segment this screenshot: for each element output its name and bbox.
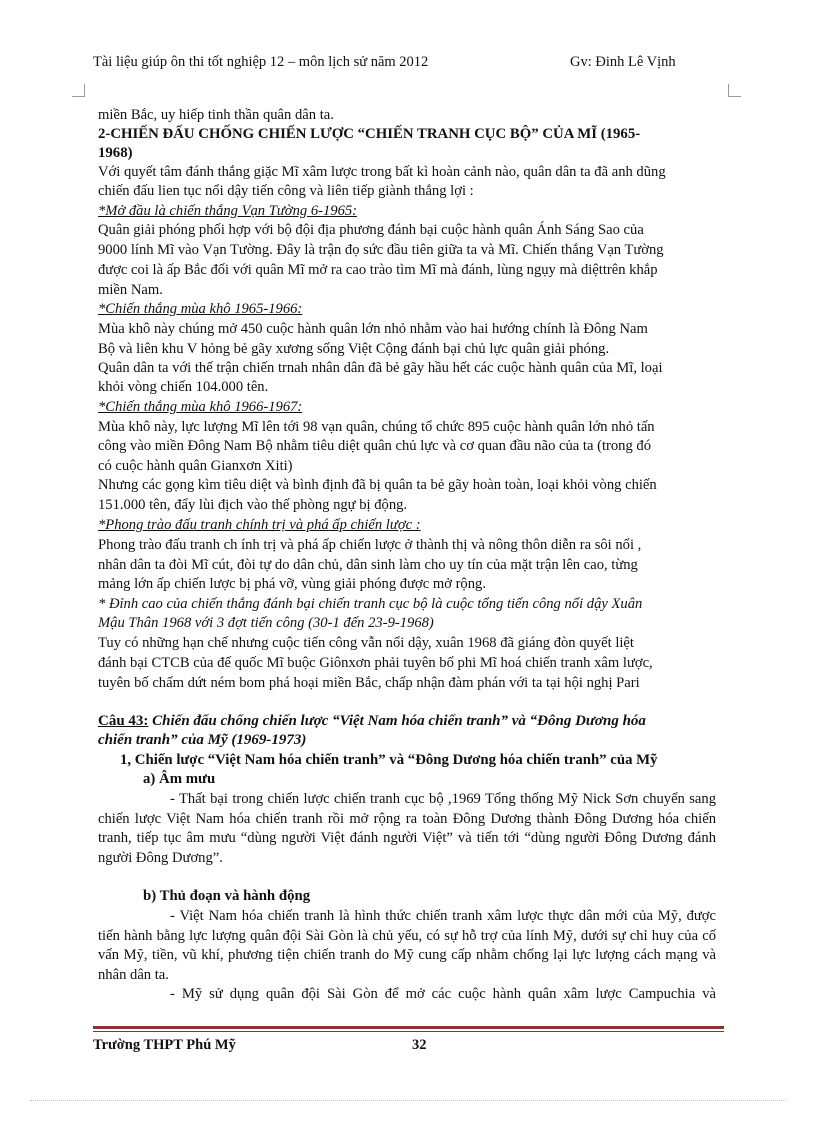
question-title-a: Chiến đấu chống chiến lược “Việt Nam hóa chiến tranh” và “Đông Dương hóa <box>148 713 646 729</box>
am-muu-paragraph: - Thất bại trong chiến lược chiến tranh cục bộ ,1969 Tổng thống Mỹ Nick Sơn chuyển sang chiến lược Việt Nam hóa chiến tranh rồi mở rộng ra toàn Đông Dương thành Đông Dương hóa chiến tranh, tiếp tục âm mưu “dùng người Việt đánh người Việt” và tiến tới “dùng người Đông Dương đánh người Đông Dương”. <box>98 791 716 866</box>
mua-kho-1966-line2: công vào miền Đông Nam Bộ nhằm tiêu diệt quân chủ lực và cơ quan đầu não của ta (trong đó <box>98 438 652 454</box>
thu-doan-paragraph2: - Mỹ sử dụng quân đội Sài Gòn để mở các cuộc hành quân xâm lược Campuchia và <box>170 986 716 1002</box>
subheading-phong-trao: *Phong trào đấu tranh chính trị và phá ấp chiến lược : <box>98 517 421 533</box>
question-43-title-line2: chiến tranh” của Mỹ (1969-1973) <box>98 732 307 748</box>
dinh-cao-heading-line1: * Đỉnh cao của chiến thắng đánh bại chiến tranh cục bộ là cuộc tổng tiến công nổi dậy Xuân <box>98 596 643 612</box>
intro-line2: chiến đấu lien tục nổi dậy tiến công và liên tiếp giành thắng lợi : <box>98 183 474 199</box>
mua-kho-1966-line3: có cuộc hành quân Gianxơn Xiti) <box>98 458 293 474</box>
question-label: Câu 43: <box>98 713 149 729</box>
phong-trao-line1: Phong trào đấu tranh ch ính trị và phá ấp chiến lược ở thành thị và nông thôn diễn ra sôi nổi , <box>98 537 642 553</box>
page-bottom-dotted-line <box>30 1100 786 1101</box>
thu-doan-heading: b) Thủ đoạn và hành động <box>143 888 311 904</box>
van-tuong-line3: được coi là ấp Bắc đối với quân Mĩ mở ra cao trào tìm Mĩ mà đánh, lùng ngụy mà diệttrên khắp <box>98 262 658 278</box>
mua-kho-1966-line5: 151.000 tên, đẩy lùi địch vào thế phòng ngự bị động. <box>98 497 408 513</box>
footer-rule-thick <box>93 1026 724 1029</box>
subheading-mua-kho-1965: *Chiến thắng mùa khô 1965-1966: <box>98 301 303 317</box>
section-heading-line2: 1968) <box>98 145 133 161</box>
am-muu-heading: a) Âm mưu <box>143 771 216 787</box>
phong-trao-line3: mảng lớn ấp chiến lược bị phá vỡ, vùng giải phóng được mở rộng. <box>98 576 486 592</box>
footer-school: Trường THPT Phú Mỹ <box>93 1037 236 1053</box>
dinh-cao-line1: Tuy có những hạn chế nhưng cuộc tiến công vẫn nổi dậy, xuân 1968 đã giáng đòn quyết liệt <box>98 635 634 651</box>
dinh-cao-line3: tuyên bố chấm dứt ném bom phá hoại miền Bắc, chấp nhận đàm phán với ta tại hội nghị Pari <box>98 675 640 691</box>
phong-trao-line2: nhân dân ta đòi Mĩ cút, đòi tự do dân chủ, dân sinh làm cho uy tín của mặt trận lên cao, từng <box>98 557 638 573</box>
section-heading-line1: 2-CHIẾN ĐẤU CHỐNG CHIẾN LƯỢC “CHIẾN TRANH CỤC BỘ” CỦA MĨ (1965- <box>98 126 641 142</box>
mua-kho-1965-line3: Quân dân ta với thế trận chiến trnah nhân dân đã bẻ gãy hầu hết các cuộc hành quân của Mĩ, loại <box>98 360 663 376</box>
mua-kho-1965-line2: Bộ và liên khu V hỏng bẻ gãy xương sống Việt Cộng đánh bại chủ lực quân giải phóng. <box>98 341 610 357</box>
header-author: Gv: Đinh Lê Vịnh <box>570 54 676 70</box>
crop-mark-top-left <box>72 84 85 97</box>
mua-kho-1966-line4: Nhưng các gọng kìm tiêu diệt và bình định đã bị quân ta bẻ gãy hoàn toàn, loại khỏi vòng chiến <box>98 477 657 493</box>
subheading-van-tuong: *Mở đầu là chiến thắng Vạn Tường 6-1965: <box>98 203 358 219</box>
crop-mark-top-right <box>728 84 741 97</box>
van-tuong-line1: Quân giải phóng phối hợp với bộ đội địa phương đánh bại cuộc hành quân Ánh Sáng Sao của <box>98 222 644 238</box>
footer-page-number: 32 <box>412 1037 427 1053</box>
dinh-cao-line2: đánh bại CTCB của đế quốc Mĩ buộc Giônxơn phải tuyên bố phi Mĩ hoá chiến tranh xâm lược, <box>98 655 653 671</box>
subheading-mua-kho-1966: *Chiến thắng mùa khô 1966-1967: <box>98 399 303 415</box>
strategy-heading: 1, Chiến lược “Việt Nam hóa chiến tranh” và “Đông Dương hóa chiến tranh” của Mỹ <box>120 752 658 768</box>
van-tuong-line4: miền Nam. <box>98 282 163 298</box>
line-intro-tail: miền Bắc, uy hiếp tinh thần quân dân ta. <box>98 107 334 123</box>
mua-kho-1966-line1: Mùa khô này, lực lượng Mĩ lên tới 98 vạn quân, chúng tổ chức 895 cuộc hành quân lớn nhỏ tấn <box>98 419 655 435</box>
footer-rule-thin <box>93 1031 724 1032</box>
dinh-cao-heading-line2: Mậu Thân 1968 với 3 đợt tiến công (30-1 đến 23-9-1968) <box>98 615 434 631</box>
thu-doan-paragraph1: - Việt Nam hóa chiến tranh là hình thức chiến tranh xâm lược thực dân mới của Mỹ, được tiến hành bằng lực lượng quân đội Sài Gòn là chủ yếu, có sự hỗ trợ của lính Mỹ, dưới sự chỉ huy của cố vấn Mỹ, tiền, vũ khí, phương tiện chiến tranh do Mỹ cung cấp nhằm chống lại lực lượng cách mạng và nhân dân ta. <box>98 908 716 983</box>
mua-kho-1965-line1: Mùa khô này chúng mở 450 cuộc hành quân lớn nhỏ nhằm vào hai hướng chính là Đông Nam <box>98 321 648 337</box>
header-title: Tài liệu giúp ôn thi tốt nghiệp 12 – môn lịch sử năm 2012 <box>93 54 429 70</box>
mua-kho-1965-line4: khỏi vòng chiến 104.000 tên. <box>98 379 269 395</box>
question-43-title-line1 <box>98 712 646 731</box>
intro-line1: Với quyết tâm đánh thắng giặc Mĩ xâm lược trong bất kì hoàn cảnh nào, quân dân ta đã anh dũng <box>98 164 666 180</box>
van-tuong-line2: 9000 lính Mĩ vào Vạn Tường. Đây là trận đọ sức đầu tiên giữa ta và Mĩ. Chiến thắng Vạn Tường <box>98 242 664 258</box>
